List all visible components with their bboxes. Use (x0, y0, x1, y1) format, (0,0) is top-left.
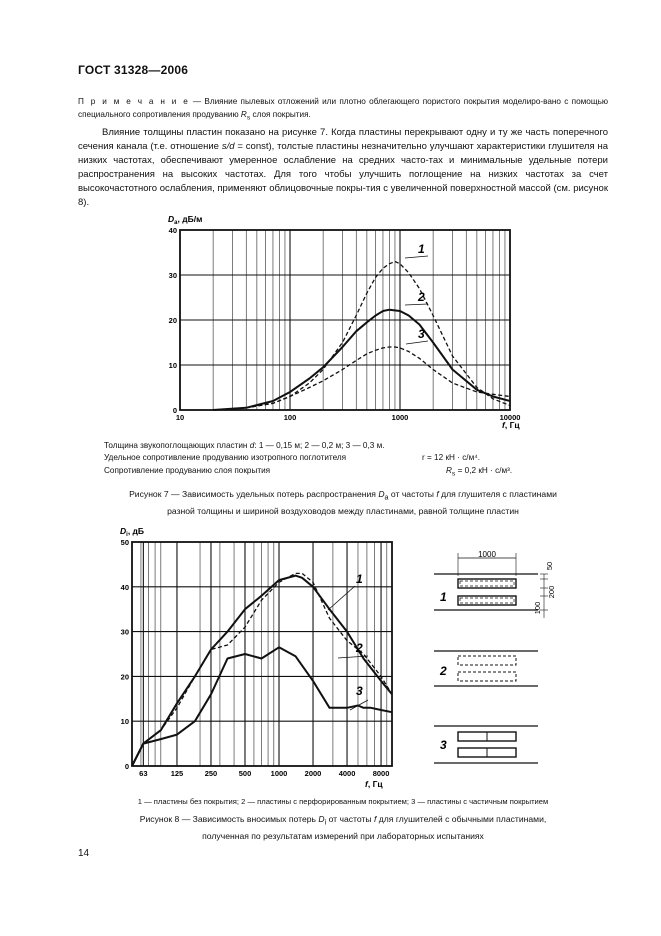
figure-7-legend (104, 440, 534, 477)
figure-7-series (213, 262, 510, 411)
figure-7-grid (169, 226, 521, 422)
fig8-cap-sym: D (318, 814, 325, 824)
figure-8-ylabel-sub: i (126, 532, 128, 538)
fig7-cap-b: от частоты (388, 489, 437, 499)
figure-7-xlabel (502, 420, 520, 430)
figure-8-caption-line-2: полученная по результатам измерений при лабораторных испытаниях (202, 831, 484, 842)
plate-2-upper (458, 656, 516, 665)
chart-7-ytick-label: 0 (172, 406, 177, 415)
plate-1-upper-inner (460, 581, 514, 586)
figure-8-ylabel (120, 526, 144, 538)
figure-8-xlabel-symbol: f (365, 779, 368, 789)
figure-7-caption-line-1 (78, 488, 608, 505)
legend-3-value-wrap (446, 465, 512, 481)
figure-8-curve-label-1: 1 (356, 572, 363, 586)
figure-7-caption-line-2: разной толщины и шириной воздуховодов между пластинами, равной толщине пластин (167, 506, 519, 517)
chart-8-ytick-label: 40 (120, 582, 129, 592)
figure-7-curve-label-2: 2 (418, 290, 425, 304)
plate-1-upper (458, 579, 516, 588)
fig7-cap-f: f (436, 489, 439, 499)
chart-7-series-3-dashed-line (213, 347, 510, 410)
dim-50-label: 50 (545, 561, 554, 571)
figure-7-xlabel-unit: , Гц (504, 420, 520, 430)
figure-7-ylabel (168, 214, 202, 226)
figure-8-chart (100, 520, 410, 792)
figure-7-curve-leader-2 (405, 304, 428, 305)
chart-7-ytick-label: 20 (168, 316, 177, 325)
chart-7-ytick-label: 40 (168, 226, 177, 235)
legend-3-sub: s (451, 470, 456, 478)
body-formula: s/d (221, 141, 235, 153)
note-paragraph (78, 96, 608, 125)
legend-3-text: Сопротивление продуванию слоя покрытия (104, 465, 271, 475)
plate-2-lower (458, 672, 516, 681)
chart-8-xtick-label: 2000 (304, 769, 322, 778)
chart-8-ytick-label: 0 (124, 762, 129, 771)
dim-200-label: 200 (547, 585, 556, 599)
fig7-cap-sym: D (378, 489, 385, 499)
legend-3-symbol: R (446, 465, 452, 475)
figure-7-ylabel-unit: , дБ/м (177, 214, 203, 224)
diagram-label-3: 3 (440, 738, 447, 752)
note-text: — Влияние пылевых отложений или плотно облегающего пористого покрытия моделиро-вано с помощью специального сопротивления продуванию (78, 97, 608, 119)
chart-7-series-1-dashed-line (213, 262, 510, 411)
figure-8-curve-label-2: 2 (356, 641, 363, 655)
dim-1000-label: 1000 (478, 550, 496, 559)
page-number: 14 (78, 848, 90, 859)
figure-8-ylabel-unit: , дБ (127, 526, 145, 536)
figure-8-legend: 1 — пластины без покрытия; 2 — пластины с перфорированным покрытием; 3 — пластины с частичным покрытием (137, 797, 549, 806)
figure-7-caption (78, 488, 608, 519)
note-subscript: s (246, 114, 251, 122)
chart-8-xtick-label: 500 (238, 769, 252, 778)
legend-3-value: = 0,2 кН · с/м³. (455, 465, 513, 475)
fig8-cap-b: от частоты (326, 814, 374, 824)
body-paragraph (78, 126, 608, 211)
plate-1-lower (458, 596, 516, 605)
chart-8-ytick-label: 20 (120, 672, 129, 682)
chart-8-xtick-label: 8000 (372, 769, 390, 778)
chart-7-series-2-solid-line (213, 310, 510, 410)
fig7-cap-sub: a (384, 493, 389, 502)
chart-8-series-3-solid-line (132, 647, 392, 766)
legend-1-d: d (249, 441, 255, 450)
figure-8-curve-label-3: 3 (356, 684, 363, 698)
fig7-cap-a: Рисунок 7 — Зависимость удельных потерь распространения (129, 489, 379, 499)
figure-7-curve-leader-1 (405, 256, 428, 258)
figure-7-curve-label-1: 1 (418, 242, 425, 256)
legend-2-text: Удельное сопротивление продуванию изотропного поглотителя (104, 453, 347, 463)
figure-7-legend-line-1 (104, 440, 534, 452)
figure-8-plate-diagrams (430, 548, 590, 770)
body-text-1: Влияние толщины пластин показано на рисунке 7. Когда пластины перекрывают одну и ту же часть поперечного сечения канала (т.е. отношение (78, 127, 608, 153)
chart-8-ytick-label: 50 (120, 538, 129, 547)
chart-8-xtick-label: 4000 (338, 769, 356, 778)
figure-7-legend-line-3 (104, 465, 534, 477)
chart-8-ytick-label: 30 (120, 627, 129, 637)
figure-8-ylabel-symbol: D (120, 526, 127, 536)
figure-7-ylabel-sub: a (174, 220, 178, 226)
fig7-cap-c: для глушителя с пластинами (438, 489, 557, 499)
legend-1-text-b: : 1 — 0,15 м; 2 — 0,2 м; 3 — 0,3 м. (254, 441, 385, 450)
fig8-cap-a: Рисунок 8 — Зависимость вносимых потерь (139, 814, 319, 824)
chart-8-xtick-label: 250 (204, 769, 218, 778)
figure-7-ylabel-symbol: D (168, 214, 175, 224)
chart-8-xtick-label: 63 (139, 769, 148, 778)
figure-7-xlabel-symbol: f (502, 420, 505, 430)
chart-7-xtick-label: 1000 (391, 413, 409, 422)
figure-7-curve-labels (405, 242, 428, 344)
chart-8-xtick-label: 1000 (270, 769, 288, 778)
legend-2-value: r = 12 кН · с/м⁴. (422, 453, 481, 463)
chart-8-xtick-label: 125 (170, 769, 184, 778)
chart-7-xtick-label: 10000 (499, 413, 521, 422)
figure-8-xlabel-unit: , Гц (367, 779, 383, 789)
figure-8-series (132, 573, 392, 766)
note-symbol: R (240, 109, 247, 119)
chart-8-ytick-label: 10 (120, 717, 129, 727)
body-text-2: = const), толстые пластины незначительно улучшают характеристики глушителя на низких частотах, обеспечивают умеренное ослабление на средних часто-тах и минимальные удельные потери распространения на высоких частотах. Для того чтобы улучшить поглощение на низких частотах за счет высокочастотного ослабления, применяют облицовочные покры-тия с увеличенной поверхностной массой (см. рисунок 8). (78, 141, 609, 209)
fig8-cap-sub: i (324, 818, 327, 827)
figure-7-legend-line-2 (104, 452, 534, 464)
plate-1-lower-inner (460, 598, 514, 603)
chart-7-xtick-label: 10 (175, 413, 185, 422)
chart-7-ytick-label: 30 (168, 271, 177, 280)
figure-8-curve-leader-1 (328, 586, 355, 610)
figure-7-chart (150, 208, 570, 436)
note-label: П р и м е ч а н и е (78, 97, 190, 106)
figure-7-curve-leader-3 (406, 341, 428, 344)
figure-8-caption (78, 813, 608, 844)
figure-8-caption-line-1 (78, 813, 608, 830)
legend-1-text-a: Толщина звукопоглощающих пластин (104, 441, 250, 450)
note-text-end: слоя покрытия. (250, 109, 311, 119)
figure-8-xlabel (365, 779, 383, 789)
fig8-cap-c: для глушителей с обычными пластинами, (376, 814, 547, 824)
figure-7-curve-label-3: 3 (418, 327, 425, 341)
diagram-label-2: 2 (440, 664, 447, 678)
chart-8-frame (132, 542, 392, 766)
chart-7-ytick-label: 10 (168, 361, 177, 370)
chart-7-xtick-label: 100 (283, 413, 297, 422)
diagram-label-1: 1 (440, 590, 447, 604)
document-header: ГОСТ 31328—2006 (78, 63, 189, 77)
figure-8-curve-labels (328, 572, 368, 710)
fig8-cap-f: f (373, 814, 377, 824)
chart-8-series-1-solid-line (132, 576, 392, 766)
dim-100-label: 100 (533, 601, 542, 615)
